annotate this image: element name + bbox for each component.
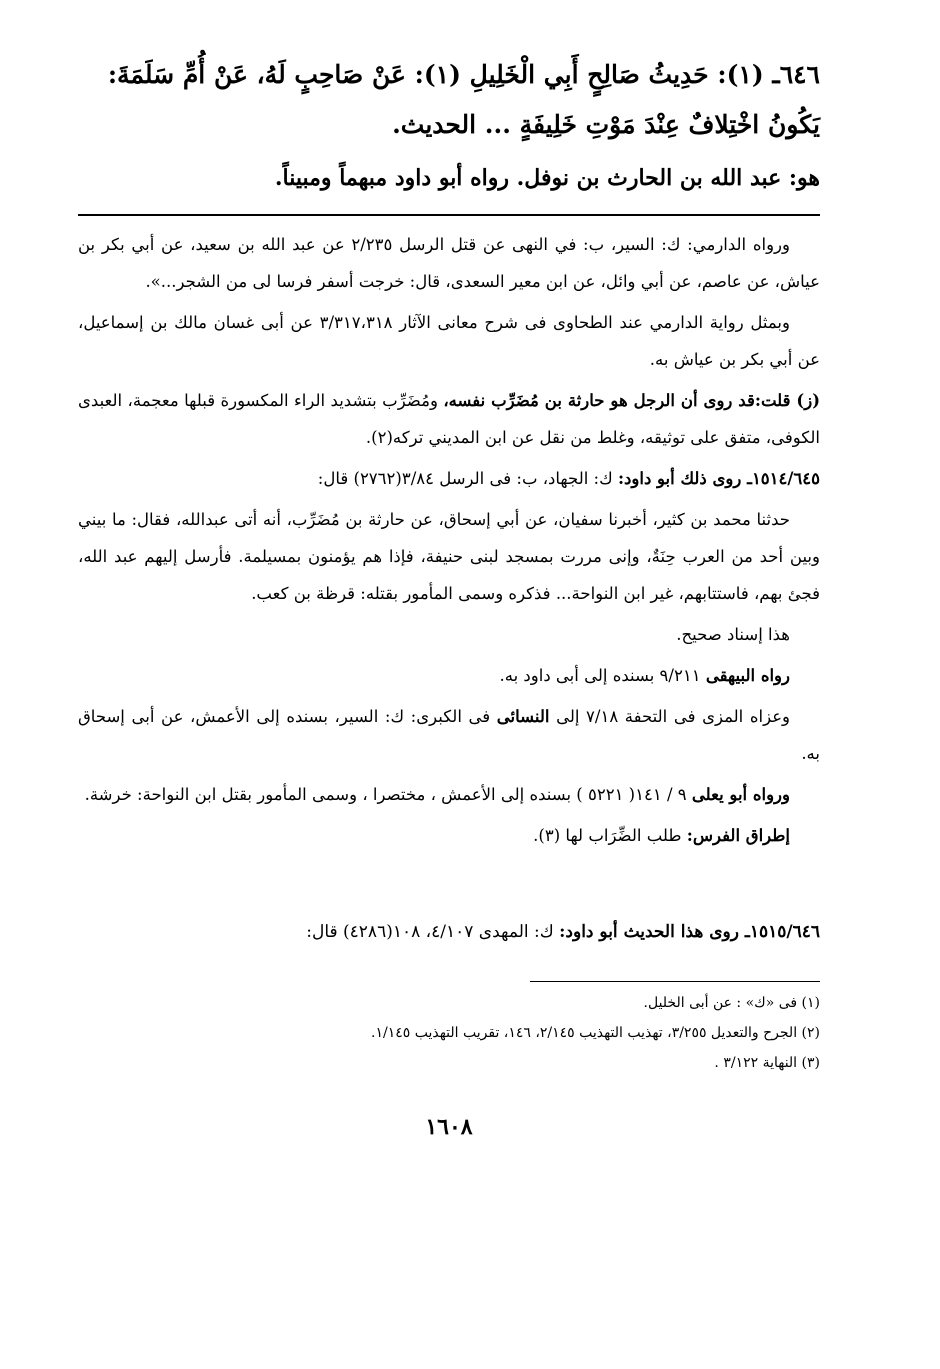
itraq-text: طلب الضِّرَاب لها (٣). [533,826,687,845]
footnote-divider [530,981,820,982]
paragraph-mizzi [78,698,820,772]
page-number: ١٦٠٨ [425,1114,473,1140]
mizzi-text-a: وعزاه المزى فى التحفة ٧/١٨ إلى [549,707,791,726]
footnote-1: (١) فى «ك» : عن أبى الخليل. [643,995,820,1011]
narrator-identification: هو: عبد الله بن الحارث بن نوفل. رواه أبو داود مبهماً ومبيناً. [274,165,820,191]
footnote-2: (٢) الجرح والتعديل ٣/٢٥٥، تهذيب التهذيب ٢/١٤٥، ١٤٦، تقريب التهذيب ١/١٤٥. [371,1025,820,1041]
paragraph-grading: هذا إسناد صحيح. [676,625,790,644]
main-divider [78,214,820,216]
paragraph-qultu [78,382,820,456]
abu-yala-bold: ورواه أبو يعلى [691,785,790,804]
paragraph-hadith-1514 [78,460,820,497]
hadith-heading: ٦٤٦ـ (١): حَدِيثُ صَالِحٍ أَبِي الْخَلِيلِ (١): عَنْ صَاحِبٍ لَهُ، عَنْ أُمِّ سَلَمَةَ: يَكُونُ اخْتِلافٌ عِنْدَ مَوْتِ خَلِيفَةٍ ... الحديث. [107,60,820,139]
itraq-bold: إطراق الفرس: [686,826,790,845]
hadith-1514-text: ك: الجهاد، ب: فى الرسل ٣/٨٤(٢٧٦٢) قال: [317,469,618,488]
mizzi-text-b: فى الكبرى: ك: السير، بسنده إلى الأعمش، عن أبى إسحاق به. [78,707,820,763]
abu-yala-text: ٩ / ١٤١( ٥٢٢١ ) بسنده إلى الأعمش ، مختصرا ، وسمى المأمور بقتل ابن النواحة: خرشة. [84,785,692,804]
paragraph-bayhaqi [78,657,820,694]
nasai-bold: النسائى [496,707,550,726]
hadith-1515-bold: ١٥١٥/٦٤٦ـ روى هذا الحديث أبو داود: [559,922,820,942]
bayhaqi-text: ٩/٢١١ بسنده إلى أبى داود به. [499,666,706,685]
hadith-1514-bold: ١٥١٤/٦٤٥ـ روى ذلك أبو داود: [617,469,820,488]
qultu-bold: (ز) قلت:قد روى أن الرجل هو حارثة بن مُضَرِّب نفسه، [443,391,820,410]
paragraph-tahawi: وبمثل رواية الدارمي عند الطحاوى فى شرح معانى الآثار ٣/٣١٧،٣١٨ عن أبى غسان مالك بن إسماعيل، عن أبي بكر بن عياش به. [78,313,820,369]
bayhaqi-bold: رواه البيهقى [705,666,790,685]
book-page [78,38,820,1140]
footnote-3: (٣) النهاية ٣/١٢٢ . [714,1055,820,1071]
paragraph-isnad-text: حدثنا محمد بن كثير، أخبرنا سفيان، عن أبي إسحاق، عن حارثة بن مُضَرِّب، أنه أتى عبدالله، فقال: ما بيني وبين أحد من العرب حِنَةٌ، وإنى مررت بمسجد لبنى حنيفة، فإذا هم يؤمنون بمسيلمة. فأرسل إليهم عبد الله، فجئ بهم، فاستتابهم، غير ابن النواحة... فذكره وسمى المأمور بقتله: قرظة بن كعب. [78,510,820,603]
paragraph-abu-yala [78,776,820,813]
qultu-text: ومُضَرِّب بتشديد الراء المكسورة قبلها معجمة، العبدى الكوفى، متفق على توثيقه، وغلط من نقل عن ابن المديني تركه(٢). [78,391,820,447]
paragraph-itraq [78,817,820,854]
paragraph-hadith-1515 [78,914,820,951]
hadith-1515-text: ك: المهدى ٤/١٠٧، ١٠٨(٤٢٨٦) قال: [306,922,560,942]
paragraph-darimi: ورواه الدارمي: ك: السير، ب: في النهى عن قتل الرسل ٢/٢٣٥ عن عبد الله بن سعيد، عن أبي بكر بن عياش، عن عاصم، عن أبي وائل، عن ابن معير السعدى، قال: خرجت أسفر فرسا لى من الشجر...». [78,235,820,291]
